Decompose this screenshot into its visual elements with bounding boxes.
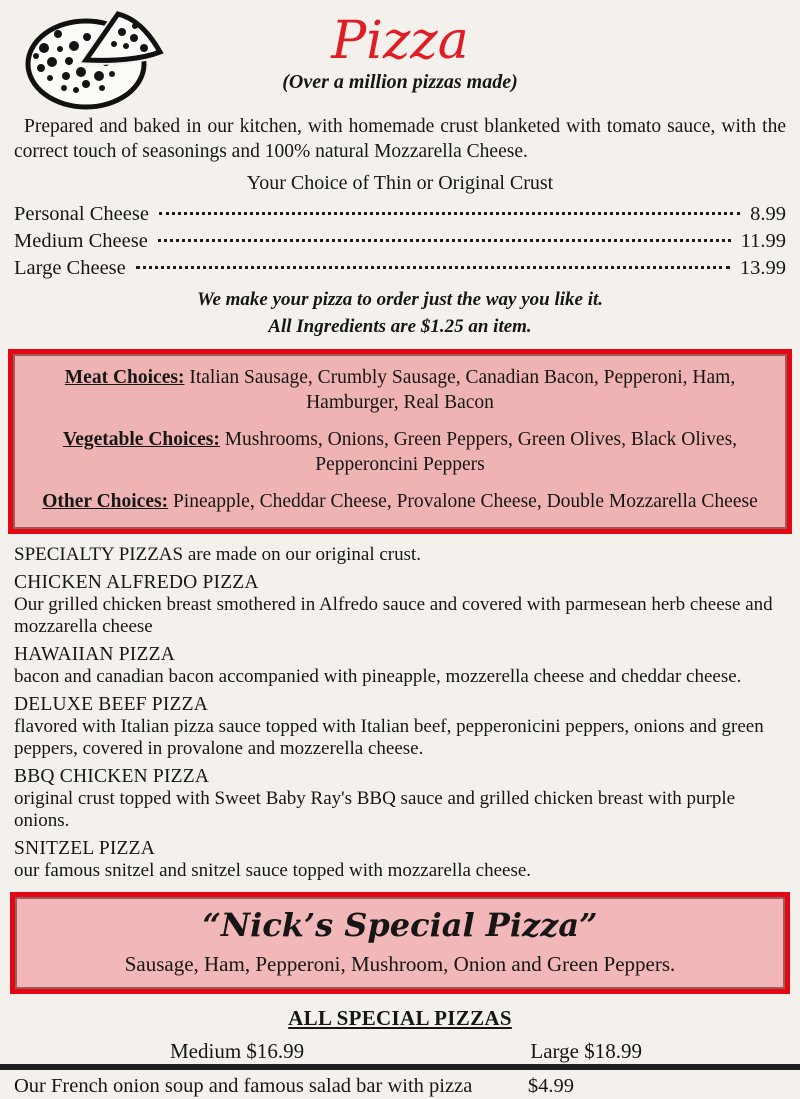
nicks-special-box — [10, 892, 790, 994]
choice-items: Mushrooms, Onions, Green Peppers, Green Olives, Black Olives, Pepperoncini Peppers — [219, 429, 738, 476]
dot-leader — [136, 266, 730, 269]
specialty-item — [14, 694, 786, 760]
choice-label: Meat Choices: — [64, 367, 185, 389]
soup-salad-label: Our French onion soup and famous salad bar with pizza — [14, 1075, 473, 1098]
specialty-item-desc: our famous snitzel and snitzel sauce topped with mozzarella cheese. — [14, 860, 532, 882]
specialty-item-desc: original crust topped with Sweet Baby Ray's BBQ sauce and grilled chicken breast with purple onions. — [14, 788, 736, 832]
price-row — [14, 228, 786, 255]
specialty-item-name: SNITZEL PIZZA — [14, 838, 156, 860]
specialty-item-name: HAWAIIAN PIZZA — [14, 644, 175, 666]
nicks-special-title: “Nick’s Special Pizza” — [202, 906, 598, 945]
page-subtitle: (Over a million pizzas made) — [282, 70, 518, 93]
pizza-illustration-icon — [14, 4, 176, 115]
specialty-item-desc: flavored with Italian pizza sauce topped with Italian beef, pepperonicini peppers, onions and green peppers, covered in provalone and mozzerella cheese. — [14, 716, 764, 760]
soup-salad-price: $4.99 — [527, 1075, 574, 1098]
vegetable-choices — [41, 428, 759, 478]
specialty-item-name: CHICKEN ALFREDO PIZZA — [14, 572, 259, 594]
intro-paragraph: Prepared and baked in our kitchen, with homemade crust blanketed with tomato sauce, with the correct touch of seasonings and 100% natural Mozzarella Cheese. — [14, 116, 786, 163]
specialty-item-name: DELUXE BEEF PIZZA — [14, 694, 209, 716]
note-line: We make your pizza to order just the way you like it. — [196, 288, 604, 310]
other-choices — [41, 490, 759, 515]
dot-leader — [159, 212, 740, 215]
toppings-choices-box — [8, 349, 792, 534]
item-price: 8.99 — [750, 202, 786, 225]
medium-price: Medium $16.99 — [170, 1039, 305, 1064]
choice-label: Other Choices: — [42, 491, 169, 513]
large-price: Large $18.99 — [530, 1039, 642, 1064]
page-title: Pizza — [331, 11, 469, 71]
price-row — [14, 255, 786, 282]
note-line: All Ingredients are $1.25 an item. — [268, 316, 532, 338]
specialty-item-desc: bacon and canadian bacon accompanied with pineapple, mozzerella cheese and cheddar cheese. — [14, 666, 742, 688]
item-price: 11.99 — [740, 229, 786, 252]
nicks-special-desc: Sausage, Ham, Pepperoni, Mushroom, Onion and Green Peppers. — [124, 952, 676, 977]
crust-choice-note: Your Choice of Thin or Original Crust — [246, 171, 554, 194]
order-notes — [0, 289, 800, 340]
all-special-pizzas-heading: ALL SPECIAL PIZZAS — [288, 1006, 512, 1031]
cheese-pizza-price-list — [14, 201, 786, 282]
specialty-item — [14, 644, 786, 688]
meat-choices — [41, 366, 759, 416]
specialty-item — [14, 838, 786, 882]
item-name: Personal Cheese — [14, 202, 149, 225]
choice-items: Italian Sausage, Crumbly Sausage, Canadian Bacon, Pepperoni, Ham, Hamburger, Real Bacon — [184, 367, 736, 414]
dot-leader — [158, 239, 731, 242]
specialty-intro: SPECIALTY PIZZAS are made on our original crust. — [14, 544, 422, 566]
special-pizza-prices — [0, 1038, 800, 1064]
menu-header — [0, 0, 800, 108]
item-name: Large Cheese — [14, 256, 126, 279]
specialty-item-name: BBQ CHICKEN PIZZA — [14, 766, 210, 788]
item-price: 13.99 — [739, 256, 786, 279]
scan-edge-strip — [0, 1064, 800, 1070]
price-row — [14, 201, 786, 228]
specialty-item — [14, 766, 786, 832]
item-name: Medium Cheese — [14, 229, 148, 252]
specialty-item — [14, 572, 786, 638]
soup-salad-row — [14, 1074, 786, 1099]
choice-label: Vegetable Choices: — [62, 429, 220, 451]
choice-items: Pineapple, Cheddar Cheese, Provalone Cheese, Double Mozzarella Cheese — [168, 491, 758, 513]
specialty-item-desc: Our grilled chicken breast smothered in Alfredo sauce and covered with parmesean herb cheese and mozzarella cheese — [14, 594, 773, 638]
